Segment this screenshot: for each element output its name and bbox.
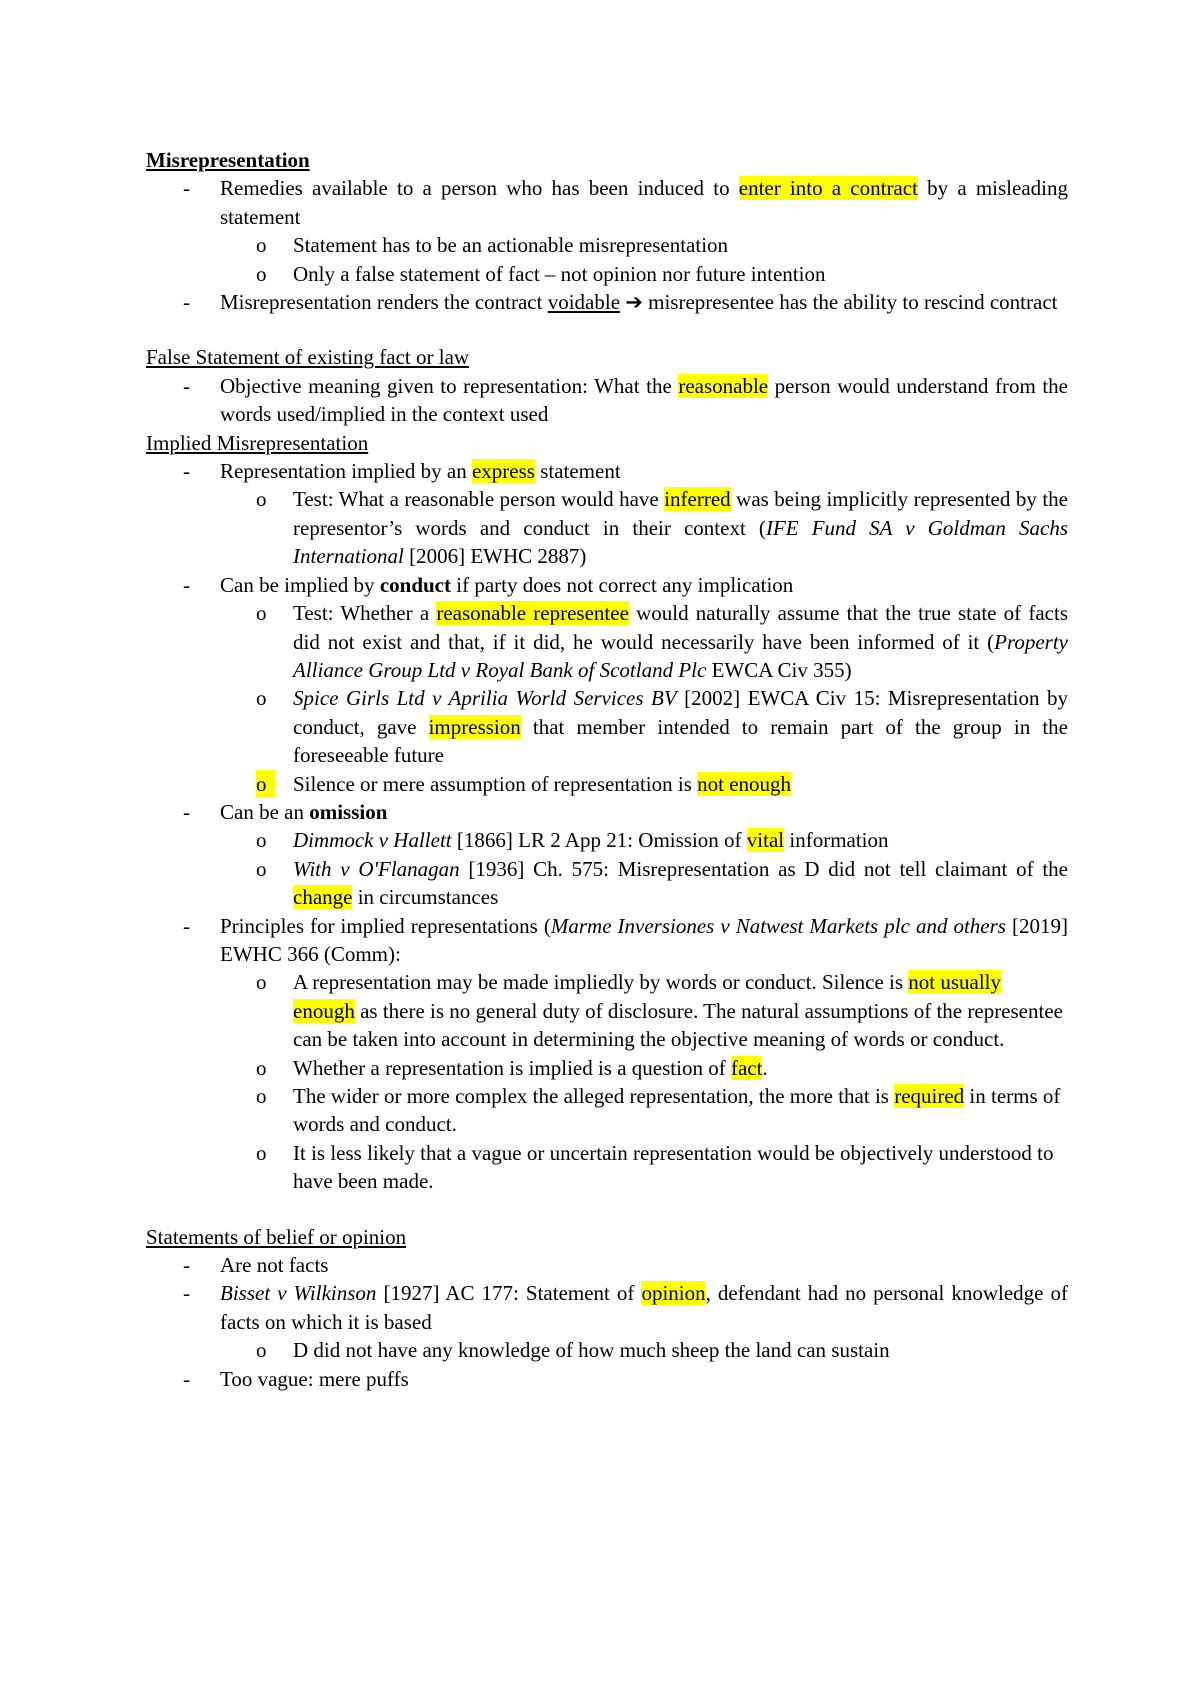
highlight: not enough: [697, 771, 792, 796]
arrow-icon: ➔: [625, 290, 643, 315]
case-name: Spice Girls Ltd v Aprilia World Services BV: [293, 686, 677, 711]
highlight: change: [293, 885, 353, 910]
circle-marker: o: [256, 770, 276, 798]
circle-marker: o: [256, 487, 267, 512]
bullet: - Bisset v Wilkinson [1927] AC 177: Statement of opinion, defendant had no personal knowledge of facts on which it is based: [183, 1281, 1068, 1334]
bullet: - Principles for implied representations (Marme Inversiones v Natwest Markets plc and others [2019] EWHC 366 (Comm):: [183, 913, 1068, 966]
dash-marker: -: [183, 1366, 190, 1391]
highlight: enter into a contract: [738, 176, 918, 201]
sub-bullet: o The wider or more complex the alleged representation, the more that is required in terms of words and conduct.: [256, 1084, 1061, 1137]
case-name: Bisset v Wilkinson: [220, 1281, 377, 1306]
sub-bullet: o With v O'Flanagan [1936] Ch. 575: Misrepresentation as D did not tell claimant of the change in circumstances: [256, 856, 1068, 910]
dash-marker: -: [183, 1281, 190, 1306]
circle-marker: o: [256, 686, 267, 711]
case-name: With v O'Flanagan: [293, 856, 460, 881]
highlight: not usually enough: [293, 970, 1002, 1023]
sub-bullet: o Whether a representation is implied is a question of fact.: [146, 1054, 1068, 1082]
bullet: - Objective meaning given to representation: What the reasonable person would understand from the words used/implied in the context used: [183, 373, 1068, 427]
sub-bullet: o Dimmock v Hallett [1866] LR 2 App 21: Omission of vital information: [146, 826, 1068, 854]
highlight: fact: [730, 1055, 763, 1080]
circle-marker: o: [256, 828, 267, 853]
sub-bullet: o Silence or mere assumption of representation is not enough: [146, 770, 1068, 798]
highlight: reasonable: [678, 373, 769, 398]
heading-misrepresentation: Misrepresentation: [146, 148, 310, 172]
circle-marker: o: [256, 1084, 267, 1108]
bullet: - Too vague: mere puffs: [146, 1365, 1068, 1393]
case-name: Property Alliance Group Ltd v Royal Bank of Scotland Plc: [293, 629, 1068, 682]
document-body: [146, 146, 1068, 1393]
bullet: - Misrepresentation renders the contract voidable ➔ misrepresentee has the ability to rescind contract: [146, 288, 1068, 316]
bullet: - Representation implied by an express statement: [146, 457, 1068, 485]
dash-marker: -: [183, 913, 190, 938]
bullet: - Can be an omission: [146, 798, 1068, 826]
dash-marker: -: [183, 1253, 190, 1278]
highlight: express: [471, 459, 535, 484]
dash-marker: -: [183, 799, 190, 824]
bullet: - Are not facts: [146, 1251, 1068, 1279]
sub-bullet: o Test: What a reasonable person would have inferred was being implicitly represented by the representor’s words and conduct in their context (IFE Fund SA v Goldman Sachs International [2006] EWHC 2887): [256, 487, 1069, 569]
dash-marker: -: [183, 373, 190, 398]
highlight: reasonable representee: [436, 601, 629, 626]
sub-bullet: o Only a false statement of fact – not opinion nor future intention: [146, 260, 1068, 288]
sub-bullet: o Statement has to be an actionable misrepresentation: [146, 231, 1068, 259]
bullet: - Remedies available to a person who has been induced to enter into a contract by a misleading statement: [183, 176, 1068, 229]
circle-marker: o: [256, 601, 267, 626]
circle-marker: o: [256, 970, 267, 995]
highlight: required: [894, 1084, 965, 1108]
circle-marker: o: [256, 233, 267, 258]
bullet: - Can be implied by conduct if party does not correct any implication: [146, 571, 1068, 599]
circle-marker: o: [256, 261, 267, 286]
dash-marker: -: [183, 572, 190, 597]
sub-bullet: o D did not have any knowledge of how much sheep the land can sustain: [146, 1336, 1068, 1364]
dash-marker: -: [183, 290, 190, 315]
heading-implied-misrepresentation: Implied Misrepresentation: [146, 430, 369, 455]
heading-belief-opinion: Statements of belief or opinion: [146, 1224, 407, 1249]
sub-bullet: o Test: Whether a reasonable representee would naturally assume that the true state of facts did not exist and that, if it did, he would necessarily have been informed of it (Property Alliance Group Ltd v Royal Bank of Scotland Plc EWCA Civ 355): [256, 601, 1068, 682]
highlight: vital: [746, 828, 785, 853]
heading-false-statement: False Statement of existing fact or law: [146, 345, 470, 370]
highlight: opinion: [641, 1281, 706, 1306]
dash-marker: -: [183, 176, 190, 201]
sub-bullet: o Spice Girls Ltd v Aprilia World Services BV [2002] EWCA Civ 15: Misrepresentation by conduct, gave impression that member intended to remain part of the group in the foreseeable future: [256, 686, 1068, 768]
highlight: impression: [428, 714, 521, 739]
dash-marker: -: [183, 459, 190, 484]
case-name: Marme Inversiones v Natwest Markets plc and others: [550, 913, 1006, 938]
sub-bullet: o It is less likely that a vague or uncertain representation would be objectively understood to have been made.: [256, 1140, 1054, 1194]
circle-marker: o: [256, 1338, 267, 1363]
circle-marker: o: [256, 1055, 267, 1080]
case-name: IFE Fund SA v Goldman Sachs International: [293, 515, 1069, 569]
sub-bullet: o A representation may be made impliedly by words or conduct. Silence is not usually enough as there is no general duty of disclosure. The natural assumptions of the representee can be taken into account in determining the objective meaning of words or conduct.: [256, 970, 1063, 1052]
circle-marker: o: [256, 1140, 267, 1165]
highlight: inferred: [664, 487, 731, 512]
case-name: Dimmock v Hallett: [293, 828, 452, 853]
circle-marker: o: [256, 856, 267, 881]
